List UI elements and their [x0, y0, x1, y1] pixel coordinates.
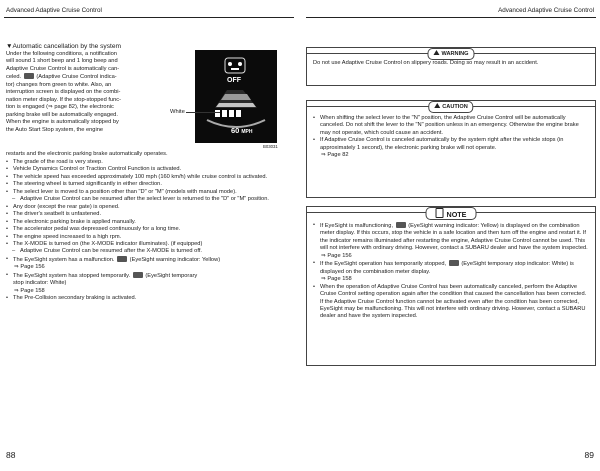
warning-label: WARNING	[427, 48, 474, 60]
intro-line: interruption screen is displayed on the combi-	[6, 89, 121, 96]
list-item: • Vehicle Dynamics Control or Traction Control Function is activated.	[4, 166, 296, 173]
warning-triangle-icon	[433, 50, 439, 55]
list-item: • When shifting the select lever to the "N" position, the Adaptive Cruise Control will be automatically canceled. Do not shift the lever to the "N" position unless in an emergency. Otherwise the engine brake may not operate, which could cause an accident.	[311, 115, 589, 137]
list-item: • If EyeSight is malfunctioning, (EyeSight warning indicator: Yellow) is displayed on the combination meter display. If this occurs, stop the vehicle in a safe location and then turn off the engine and restart it. If the indicator remains illuminated after restarting the engine, Adaptive Cruise Control cannot be used. This will not interfere with ordinary driving. However, contact a SUBARU dealer and have the system inspected.	[311, 222, 589, 253]
intro-line: tion is engaged (⇒ page 82), the electronic	[6, 104, 114, 111]
set-speed-value: 60 MPH	[231, 126, 253, 135]
intro-line: celed. (Adaptive Cruise Control indica-	[6, 74, 117, 81]
page-reference: ⇒ Page 82	[321, 152, 349, 159]
warning-text: Do not use Adaptive Cruise Control on slippery roads. Doing so may result in an accident.	[313, 60, 539, 66]
intro-paragraph	[6, 51, 166, 134]
intro-line: When the engine is automatically stopped by	[6, 119, 119, 126]
intro-line: nation meter display. If the stop-stopped func-	[6, 96, 121, 103]
list-item: • The grade of the road is very steep.	[4, 159, 296, 166]
page-reference: ⇒ Page 158	[14, 287, 45, 294]
caution-triangle-icon	[434, 103, 440, 108]
triangle-marker-icon: ▼	[6, 43, 13, 50]
intro-line: the Auto Start Stop system, the engine	[6, 126, 104, 133]
left-header-rule	[4, 17, 294, 18]
left-page-header: Advanced Adaptive Cruise Control	[6, 7, 102, 14]
section-title	[6, 43, 121, 50]
list-item: • The EyeSight system has stopped temporarily. (EyeSight temporary stop indicator: White)	[4, 272, 203, 288]
caution-label: CAUTION	[428, 101, 473, 113]
status-off-label: OFF	[227, 77, 241, 84]
right-page-header: Advanced Adaptive Cruise Control	[498, 7, 594, 14]
right-header-rule	[306, 17, 596, 18]
eyesight-warning-indicator-icon	[396, 222, 406, 228]
list-item: • When the operation of Adaptive Cruise Control has been automatically canceled, perform the Adaptive Cruise Control setting operation again after the condition that caused the cancellation has been corrected. If the Adaptive Cruise Control function cannot be activated even after the condition has been corrected, EyeSight may be malfunctioning. This will not interfere with ordinary driving. However, contact a SUBARU dealer and have the system inspected.	[311, 284, 589, 321]
list-item: • The EyeSight system has a malfunction. (EyeSight warning indicator: Yellow)	[4, 256, 296, 264]
callout-leader-line	[186, 112, 220, 113]
intro-line: Adaptive Cruise Control is automatically can-	[6, 65, 120, 72]
figure-code: B03031	[263, 144, 278, 149]
intro-line-full: restarts and the electronic parking brake automatically operates.	[6, 151, 168, 157]
note-book-icon	[436, 208, 444, 218]
list-item: • The engine speed increased to a high rpm.	[4, 234, 296, 241]
list-item: • The select lever is moved to a position other than "D" or "M" (models with manual mode).	[4, 189, 296, 196]
intro-line: tor) changes from green to white. Also, an	[6, 81, 112, 88]
intro-line: Under the following conditions, a notification	[6, 51, 117, 57]
right-page-number: 89	[584, 450, 594, 460]
intro-line: parking brake will be automatically engaged.	[6, 111, 118, 118]
list-sub-item: – Adaptive Cruise Control can be resumed after the select lever is returned to the "D" or "M" position.	[4, 196, 296, 203]
list-item: • The steering wheel is turned significantly in either direction.	[4, 181, 296, 188]
page-reference: ⇒ Page 156	[14, 264, 45, 271]
list-item: • The electronic parking brake is applied manually.	[4, 219, 296, 226]
caution-list	[311, 115, 589, 160]
note-box	[306, 206, 596, 366]
warning-box	[306, 47, 596, 86]
eyesight-temporary-stop-indicator-icon	[133, 272, 143, 278]
figure-callout-label: White	[170, 109, 185, 115]
list-item: • If the EyeSight operation has temporarily stopped, (EyeSight temporary stop indicator: White) is displayed on the combination meter display.	[311, 260, 589, 276]
page-reference: ⇒ Page 156	[321, 252, 352, 259]
meter-display-figure	[195, 50, 277, 143]
list-item: • The accelerator pedal was depressed continuously for a long time.	[4, 226, 296, 233]
cruise-indicator-icon	[24, 73, 34, 79]
note-list	[311, 222, 589, 321]
eyesight-temporary-stop-indicator-icon	[449, 260, 459, 266]
page-reference: ⇒ Page 158	[321, 276, 352, 283]
list-item: • The vehicle speed has exceeded approximately 100 mph (160 km/h) while cruise control is activated.	[4, 174, 296, 181]
note-label: NOTE	[426, 207, 477, 220]
caution-box	[306, 100, 596, 198]
eyesight-warning-indicator-icon	[117, 256, 127, 262]
left-page-number: 88	[6, 450, 16, 460]
list-item: • The Pre-Collision secondary braking is activated.	[4, 295, 296, 302]
intro-line: will sound 1 short beep and 1 long beep and	[6, 58, 118, 65]
list-item: • The driver's seatbelt is unfastened.	[4, 211, 296, 218]
list-item: • Any door (except the rear gate) is opened.	[4, 204, 296, 211]
section-title-text: Automatic cancellation by the system	[12, 43, 122, 50]
list-sub-item: – Adaptive Cruise Control can be resumed after the X-MODE is turned off.	[4, 248, 296, 255]
list-item: • The X-MODE is turned on (the X-MODE indicator illuminates). (if equipped)	[4, 241, 296, 248]
list-item: • If Adaptive Cruise Control is canceled automatically by the system right after the vehicle stops (in approximately 1 second), the electronic parking brake will not operate.	[311, 137, 589, 152]
cancellation-conditions-list	[4, 159, 296, 303]
